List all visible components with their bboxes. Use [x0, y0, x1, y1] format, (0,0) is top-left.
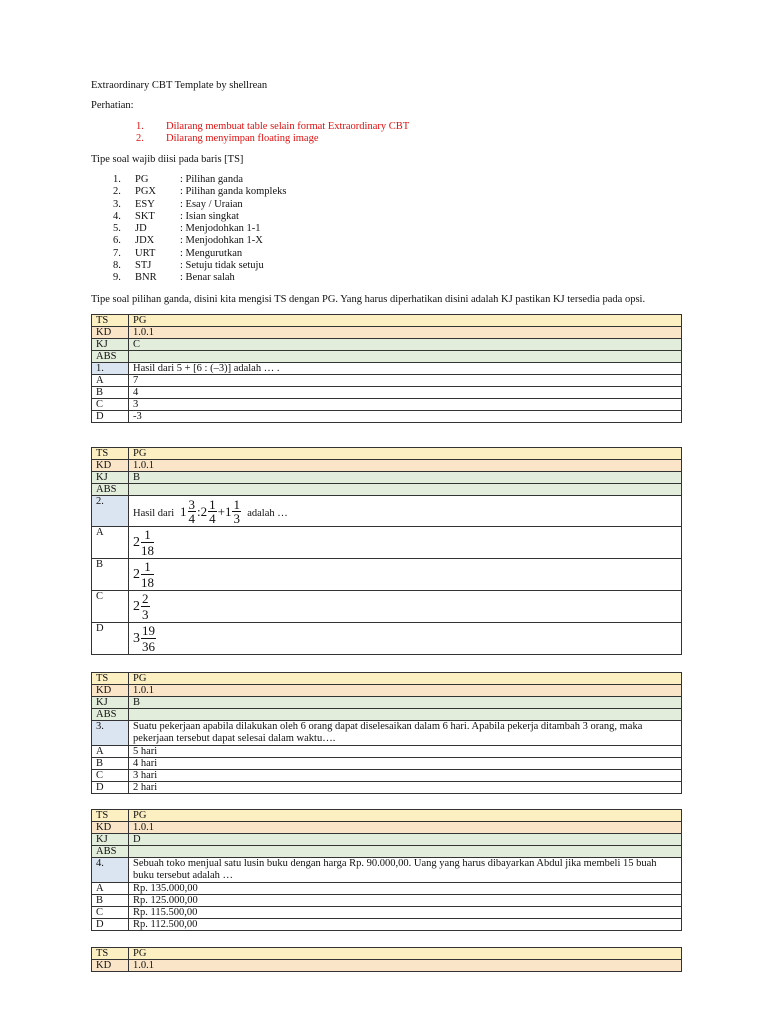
abs-value [129, 709, 682, 721]
rule-item: 1. Dilarang membuat table selain format Extraordinary CBT [136, 121, 410, 132]
option-value: 3 hari [129, 770, 682, 782]
kj-label: KJ [92, 697, 129, 709]
type-item: 6. JDX : Menjodohkan 1-X [113, 235, 263, 247]
option-value: 2 $\frac{1}{18}$ [129, 559, 682, 591]
kj-value: B [129, 697, 682, 709]
option-label: B [92, 559, 129, 591]
kd-label: KD [92, 822, 129, 834]
question-table-2 [91, 447, 682, 655]
question-table-3 [91, 672, 682, 794]
kd-value: 1.0.1 [129, 960, 682, 972]
type-item: 3. ESY : Esay / Uraian [113, 198, 243, 210]
kd-label: KD [92, 460, 129, 472]
option-value: Rp. 112.500,00 [129, 919, 682, 931]
kj-value: C [129, 339, 682, 351]
math-expression: 1 $\frac{3}{4}$ : 2 $\frac{1}{4}$ +1 $\frac{1}{3}$ [180, 496, 240, 526]
ts-value: PG [129, 448, 682, 460]
option-value: 2 $\frac{2}{3}$ [129, 591, 682, 623]
option-label: B [92, 758, 129, 770]
question-text: Sebuah toko menjual satu lusin buku dengan harga Rp. 90.000,00. Uang yang harus dibayarkan Abdul jika membeli 15 buah buku tersebut adalah … [129, 858, 682, 883]
option-label: D [92, 623, 129, 655]
kd-label: KD [92, 327, 129, 339]
option-label: B [92, 895, 129, 907]
option-value: 3 [129, 399, 682, 411]
question-text: Hasil dari 1 $\frac{3}{4}$ : 2 $\frac{1}{4}$ +1 $\frac{1}{3}$ adalah … [129, 496, 682, 527]
ts-label: TS [92, 673, 129, 685]
option-label: C [92, 907, 129, 919]
kj-label: KJ [92, 834, 129, 846]
option-value: 4 hari [129, 758, 682, 770]
option-label: A [92, 375, 129, 387]
option-value: 3 $\frac{19}{36}$ [129, 623, 682, 655]
question-number: 1. [92, 363, 129, 375]
question-table-5 [91, 947, 682, 972]
abs-label: ABS [92, 846, 129, 858]
option-value: 5 hari [129, 746, 682, 758]
option-label: A [92, 883, 129, 895]
kd-value: 1.0.1 [129, 822, 682, 834]
option-label: D [92, 782, 129, 794]
attention-heading: Perhatian: [91, 100, 134, 111]
question-number: 3. [92, 721, 129, 746]
option-label: C [92, 591, 129, 623]
document-title: Extraordinary CBT Template by shellrean [91, 80, 268, 91]
option-label: B [92, 387, 129, 399]
kd-label: KD [92, 685, 129, 697]
option-value: 7 [129, 375, 682, 387]
abs-label: ABS [92, 484, 129, 496]
abs-value [129, 484, 682, 496]
option-value: Rp. 135.000,00 [129, 883, 682, 895]
type-item: 8. STJ : Setuju tidak setuju [113, 260, 264, 272]
option-value: Rp. 125.000,00 [129, 895, 682, 907]
question-table-4 [91, 809, 682, 931]
question-types-list [113, 174, 286, 285]
option-value: 4 [129, 387, 682, 399]
option-label: A [92, 746, 129, 758]
option-label: D [92, 411, 129, 423]
option-label: C [92, 770, 129, 782]
pg-intro: Tipe soal pilihan ganda, disini kita mengisi TS dengan PG. Yang harus diperhatikan disini adalah KJ pastikan KJ tersedia pada opsi. [91, 294, 646, 305]
kj-label: KJ [92, 472, 129, 484]
question-text: Hasil dari 5 + [6 : (–3)] adalah … . [129, 363, 682, 375]
ts-label: TS [92, 315, 129, 327]
option-label: A [92, 527, 129, 559]
question-number: 4. [92, 858, 129, 883]
type-item: 5. JD : Menjodohkan 1-1 [113, 223, 261, 235]
kj-value: B [129, 472, 682, 484]
rules-list [136, 121, 409, 145]
option-label: C [92, 399, 129, 411]
rule-item: 2. Dilarang menyimpan floating image [136, 133, 319, 144]
type-item: 7. URT : Mengurutkan [113, 247, 243, 259]
kj-label: KJ [92, 339, 129, 351]
option-value: Rp. 115.500,00 [129, 907, 682, 919]
abs-label: ABS [92, 351, 129, 363]
kd-label: KD [92, 960, 129, 972]
ts-label: TS [92, 810, 129, 822]
question-text: Suatu pekerjaan apabila dilakukan oleh 6 orang dapat diselesaikan dalam 6 hari. Apabila pekerja ditambah 3 orang, maka pekerjaan tersebut dapat selesai dalam waktu…. [129, 721, 682, 746]
ts-value: PG [129, 673, 682, 685]
ts-label: TS [92, 448, 129, 460]
kd-value: 1.0.1 [129, 460, 682, 472]
type-item: 4. SKT : Isian singkat [113, 210, 239, 222]
types-intro: Tipe soal wajib diisi pada baris [TS] [91, 154, 244, 165]
option-value: 2 $\frac{1}{18}$ [129, 527, 682, 559]
type-item: 2. PGX : Pilihan ganda kompleks [113, 186, 287, 198]
ts-value: PG [129, 315, 682, 327]
abs-value [129, 846, 682, 858]
kd-value: 1.0.1 [129, 327, 682, 339]
option-value: 2 hari [129, 782, 682, 794]
option-value: -3 [129, 411, 682, 423]
abs-value [129, 351, 682, 363]
kj-value: D [129, 834, 682, 846]
abs-label: ABS [92, 709, 129, 721]
ts-label: TS [92, 948, 129, 960]
type-item: 1. PG : Pilihan ganda [113, 174, 243, 185]
ts-value: PG [129, 948, 682, 960]
kd-value: 1.0.1 [129, 685, 682, 697]
question-table-1 [91, 314, 682, 423]
ts-value: PG [129, 810, 682, 822]
question-number: 2. [92, 496, 129, 527]
type-item: 9. BNR : Benar salah [113, 272, 235, 284]
option-label: D [92, 919, 129, 931]
